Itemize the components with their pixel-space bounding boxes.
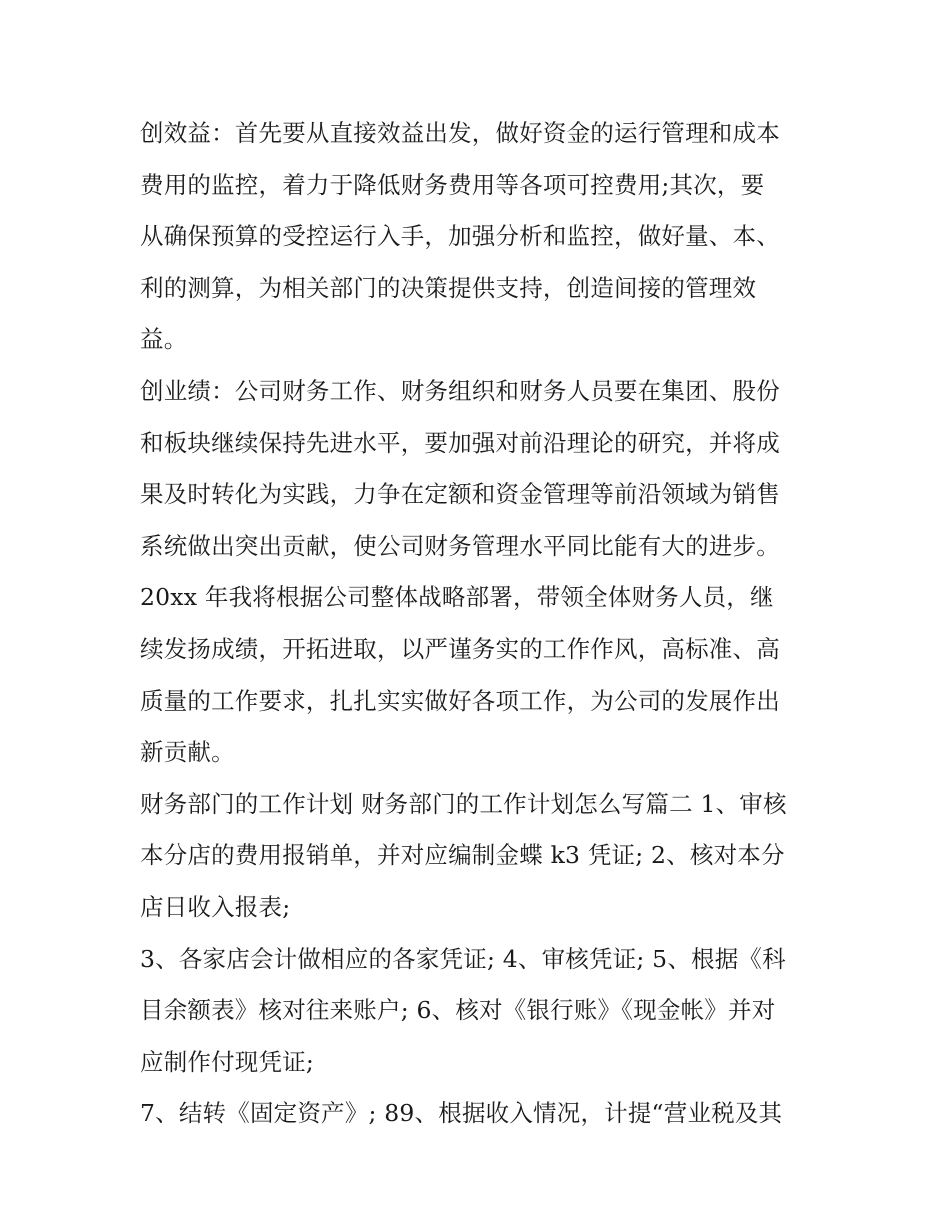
text-line: 财务部门的工作计划 财务部门的工作计划怎么写篇二 1、审核 — [140, 789, 787, 818]
text-line: 果及时转化为实践，力争在定额和资金管理等前沿领域为销售 — [140, 480, 780, 509]
text-line: 7、结转《固定资产》; 89、根据收入情况，计提“营业税及其 — [140, 1099, 783, 1128]
text-line: 益。 — [140, 325, 188, 354]
text-line: 利的测算，为相关部门的决策提供支持，创造间接的管理效 — [140, 273, 757, 302]
text-line: 续发扬成绩，开拓进取，以严谨务实的工作作风，高标准、高 — [140, 634, 780, 663]
text-line: 20xx 年我将根据公司整体战略部署，带领全体财务人员，继 — [140, 583, 774, 612]
document-body — [140, 108, 815, 1140]
text-line: 从确保预算的受控运行入手，加强分析和监控，做好量、本、 — [140, 222, 780, 251]
text-line: 应制作付现凭证; — [140, 1047, 315, 1076]
text-line: 目余额表》核对往来账户; 6、核对《银行账》《现金帐》并对 — [140, 996, 776, 1025]
text-line: 费用的监控，着力于降低财务费用等各项可控费用;其次，要 — [140, 170, 765, 199]
text-line: 和板块继续保持先进水平，要加强对前沿理论的研究，并将成 — [140, 428, 780, 457]
text-line: 新贡献。 — [140, 738, 235, 767]
text-line: 系统做出突出贡献，使公司财务管理水平同比能有大的进步。 — [140, 531, 780, 560]
text-line: 质量的工作要求，扎扎实实做好各项工作，为公司的发展作出 — [140, 686, 780, 715]
text-line: 3、各家店会计做相应的各家凭证; 4、审核凭证; 5、根据《科 — [140, 944, 786, 973]
text-line: 创业绩：公司财务工作、财务组织和财务人员要在集团、股份 — [140, 376, 780, 405]
text-line: 店日收入报表; — [140, 892, 291, 921]
text-line: 本分店的费用报销单，并对应编制金蝶 k3 凭证; 2、核对本分 — [140, 841, 785, 870]
text-line: 创效益：首先要从直接效益出发，做好资金的运行管理和成本 — [140, 119, 780, 147]
